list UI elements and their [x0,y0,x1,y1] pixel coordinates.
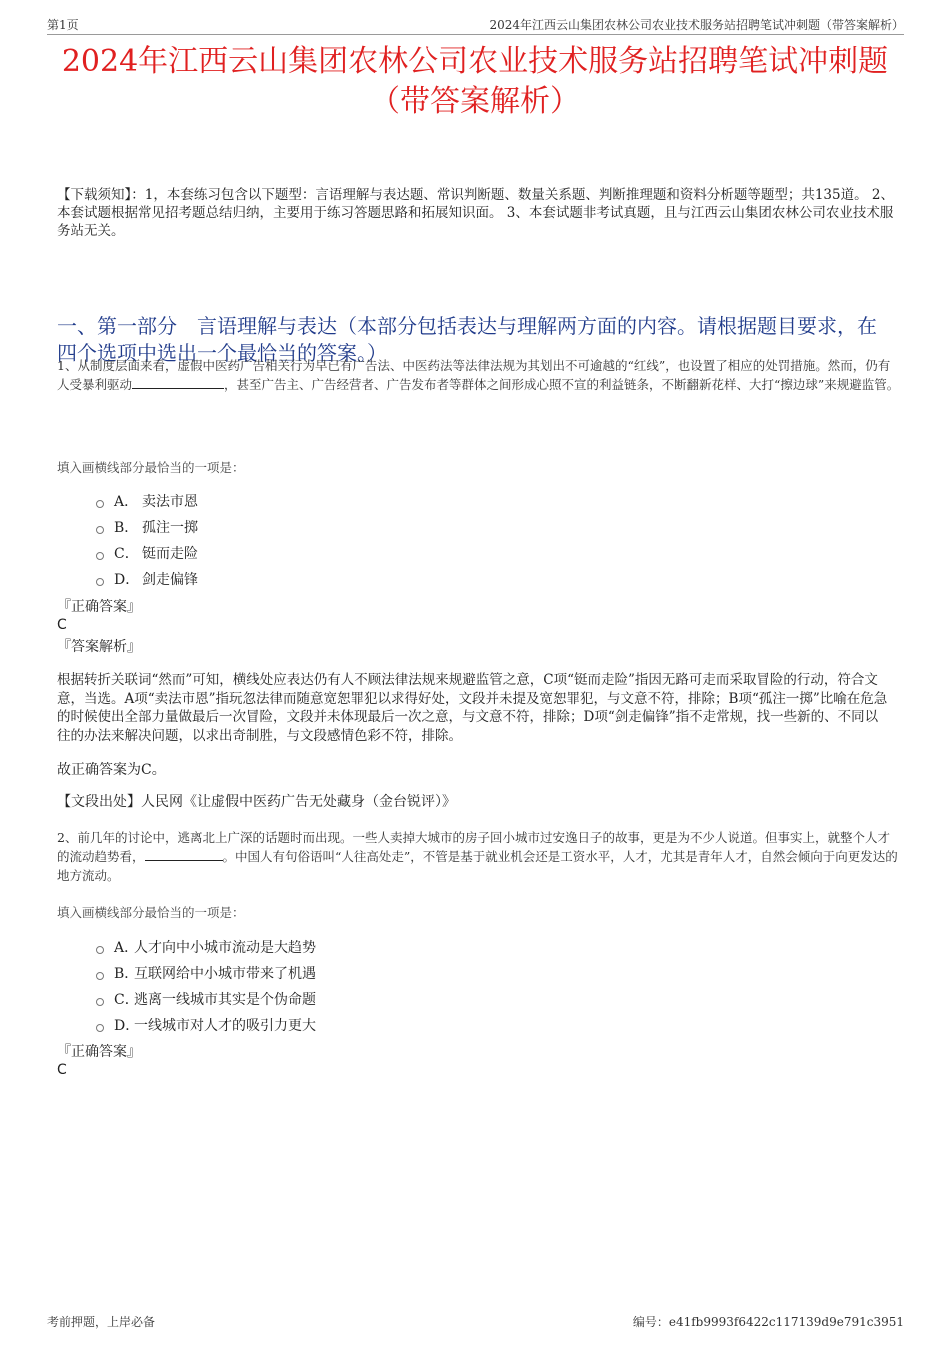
question-2-text [57,828,900,885]
option-letter: C． [114,546,139,562]
question-2-prompt: 填入画横线部分最恰当的一项是： [57,905,245,920]
section-heading: 一、第一部分 言语理解与表达（本部分包括表达与理解两方面的内容。请根据题目要求，在四个选项中选出一个最恰当的答案。） [57,314,877,365]
question-1-options [96,488,198,592]
option-d[interactable] [96,566,198,592]
option-a[interactable] [96,934,316,960]
option-text: 人才向中小城市流动是大趋势 [134,940,316,956]
radio-icon[interactable] [96,578,104,586]
page-header [47,14,904,35]
question-2-answer: C [57,1062,67,1078]
option-letter: A． [114,940,139,956]
question-1-source: 【文段出处】人民网《让虚假中医药广告无处藏身（金台锐评）》 [57,794,456,810]
option-letter: A． [114,494,139,510]
option-letter: B． [114,966,139,982]
footer-slogan: 考前押题，上岸必备 [47,1315,156,1329]
question-1-text-b: ，甚至广告主、广告经营者、广告发布者等群体之间形成心照不宣的利益链条，不断翻新花样、大打“擦边球”来规避监管。 [224,377,900,392]
radio-icon[interactable] [96,526,104,534]
option-c[interactable] [96,986,316,1012]
radio-icon[interactable] [96,1024,104,1032]
question-1-answer-label: 『正确答案』 [57,599,141,615]
question-1-conclusion: 故正确答案为C。 [57,762,166,778]
radio-icon[interactable] [96,500,104,508]
question-1-answer: C [57,617,67,633]
question-1-text-a: 1、从制度层面来看，虚假中医药广告相关行为早已有广告法、中医药法等法律法规为其划出不可逾越的“红线”，也设置了相应的处罚措施。然而，仍有人受暴利驱动 [57,358,891,392]
option-letter: B． [114,520,139,536]
option-text: 卖法市恩 [142,494,198,510]
page-number: 第1页 [47,18,79,32]
option-d[interactable] [96,1012,316,1038]
option-a[interactable] [96,488,198,514]
question-2-options [96,934,316,1038]
option-text: 互联网给中小城市带来了机遇 [134,966,316,982]
option-letter: D． [114,572,140,588]
option-text: 孤注一掷 [142,520,198,536]
question-1-blank [132,376,224,389]
question-2-answer-label: 『正确答案』 [57,1044,141,1060]
radio-icon[interactable] [96,998,104,1006]
question-1-prompt: 填入画横线部分最恰当的一项是： [57,460,245,475]
radio-icon[interactable] [96,552,104,560]
footer-serial: 编号：e41fb9993f6422c117139d9e791c3951 [632,1315,904,1329]
title-line-2: （带答案解析） [370,84,580,119]
page-title [40,42,910,122]
header-doc-title: 2024年江西云山集团农林公司农业技术服务站招聘笔试冲刺题（带答案解析） [489,18,904,32]
question-1-analysis: 根据转折关联词“然而”可知，横线处应表达仍有人不顾法律法规来规避监管之意，C项“铤而走险”指因无路可走而采取冒险的行动，符合文意，当选。A项“卖法市恩”指玩忽法律而随意宽恕罪犯以求得好处，文段并未提及宽恕罪犯，与文意不符，排除；B项“孤注一掷”比喻在危急的时候使出全部力量做最后一次冒险，文段并未体现最后一次之意，与文意不符，排除；D项“剑走偏锋”指不走常规，找一些新的、不同以往的办法来解决问题，以求出奇制胜，与文段感情色彩不符，排除。 [57,672,888,744]
radio-icon[interactable] [96,972,104,980]
option-text: 逃离一线城市其实是个伪命题 [134,992,316,1008]
download-notice: 【下载须知】：1，本套练习包含以下题型：言语理解与表达题、常识判断题、数量关系题、判断推理题和资料分析题等题型；共135道。 2、本套试题根据常见招考题总结归纳，主要用于练习答题思路和拓展知识面。 3、本套试题非考试真题，且与江西云山集团农林公司农业技术服务站无关。 [57,187,894,239]
question-1-analysis-label: 『答案解析』 [57,639,141,655]
option-text: 剑走偏锋 [142,572,198,588]
option-b[interactable] [96,514,198,540]
question-2-blank [145,848,223,861]
question-2-text-b: 。中国人有句俗语叫“人往高处走”，不管是基于就业机会还是工资水平，人才，尤其是青年人才，自然会倾向于向更发达的地方流动。 [57,849,898,883]
question-2-text-a: 2、前几年的讨论中，逃离北上广深的话题时而出现。一些人卖掉大城市的房子回小城市过安逸日子的故事，更是为不少人说道。但事实上，就整个人才的流动趋势看， [57,830,890,864]
radio-icon[interactable] [96,946,104,954]
option-text: 一线城市对人才的吸引力更大 [134,1018,316,1034]
option-b[interactable] [96,960,316,986]
option-letter: C． [114,992,139,1008]
option-letter: D． [114,1018,140,1034]
option-text: 铤而走险 [142,546,198,562]
option-c[interactable] [96,540,198,566]
title-line-1: 2024年江西云山集团农林公司农业技术服务站招聘笔试冲刺题 [61,44,889,79]
question-1-text [57,356,900,394]
